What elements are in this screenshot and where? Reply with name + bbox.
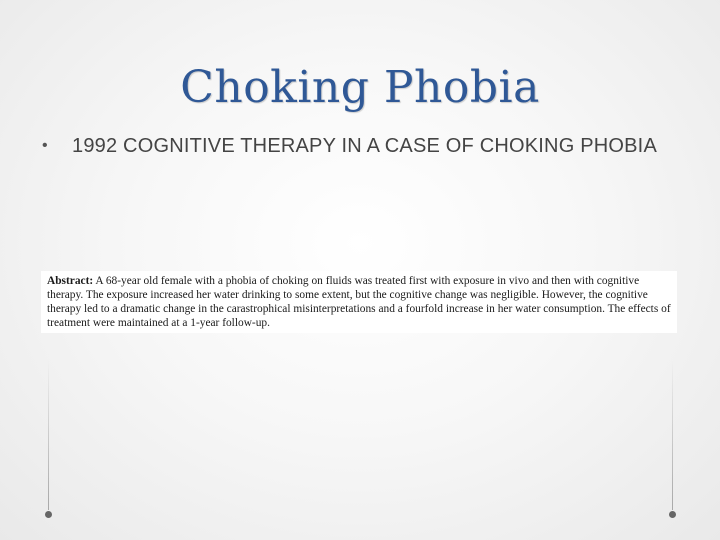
abstract-excerpt-image xyxy=(41,271,677,333)
abstract-text: A 68-year old female with a phobia of choking on fluids was treated first with exposure in vivo and then with cognitive therapy. The exposure increased her water drinking to some extent, but the cognitive change was negligible. However, the cognitive therapy led to a dramatic change in the carastrophical misinterpretations and a fourfold increase in her water consumption. The effects of treatment were maintained at a 1-year follow-up. xyxy=(47,275,671,329)
slide-title: Choking Phobia xyxy=(180,62,540,113)
right-decorative-dot xyxy=(669,511,676,518)
abstract-label: Abstract: xyxy=(47,275,94,287)
bullet-text: 1992 COGNITIVE THERAPY IN A CASE OF CHOKING PHOBIA xyxy=(72,135,657,157)
bullet-marker: • xyxy=(42,137,48,154)
left-decorative-line xyxy=(48,360,49,510)
bullet-item xyxy=(42,133,692,159)
left-decorative-dot xyxy=(45,511,52,518)
right-decorative-line xyxy=(672,360,673,510)
